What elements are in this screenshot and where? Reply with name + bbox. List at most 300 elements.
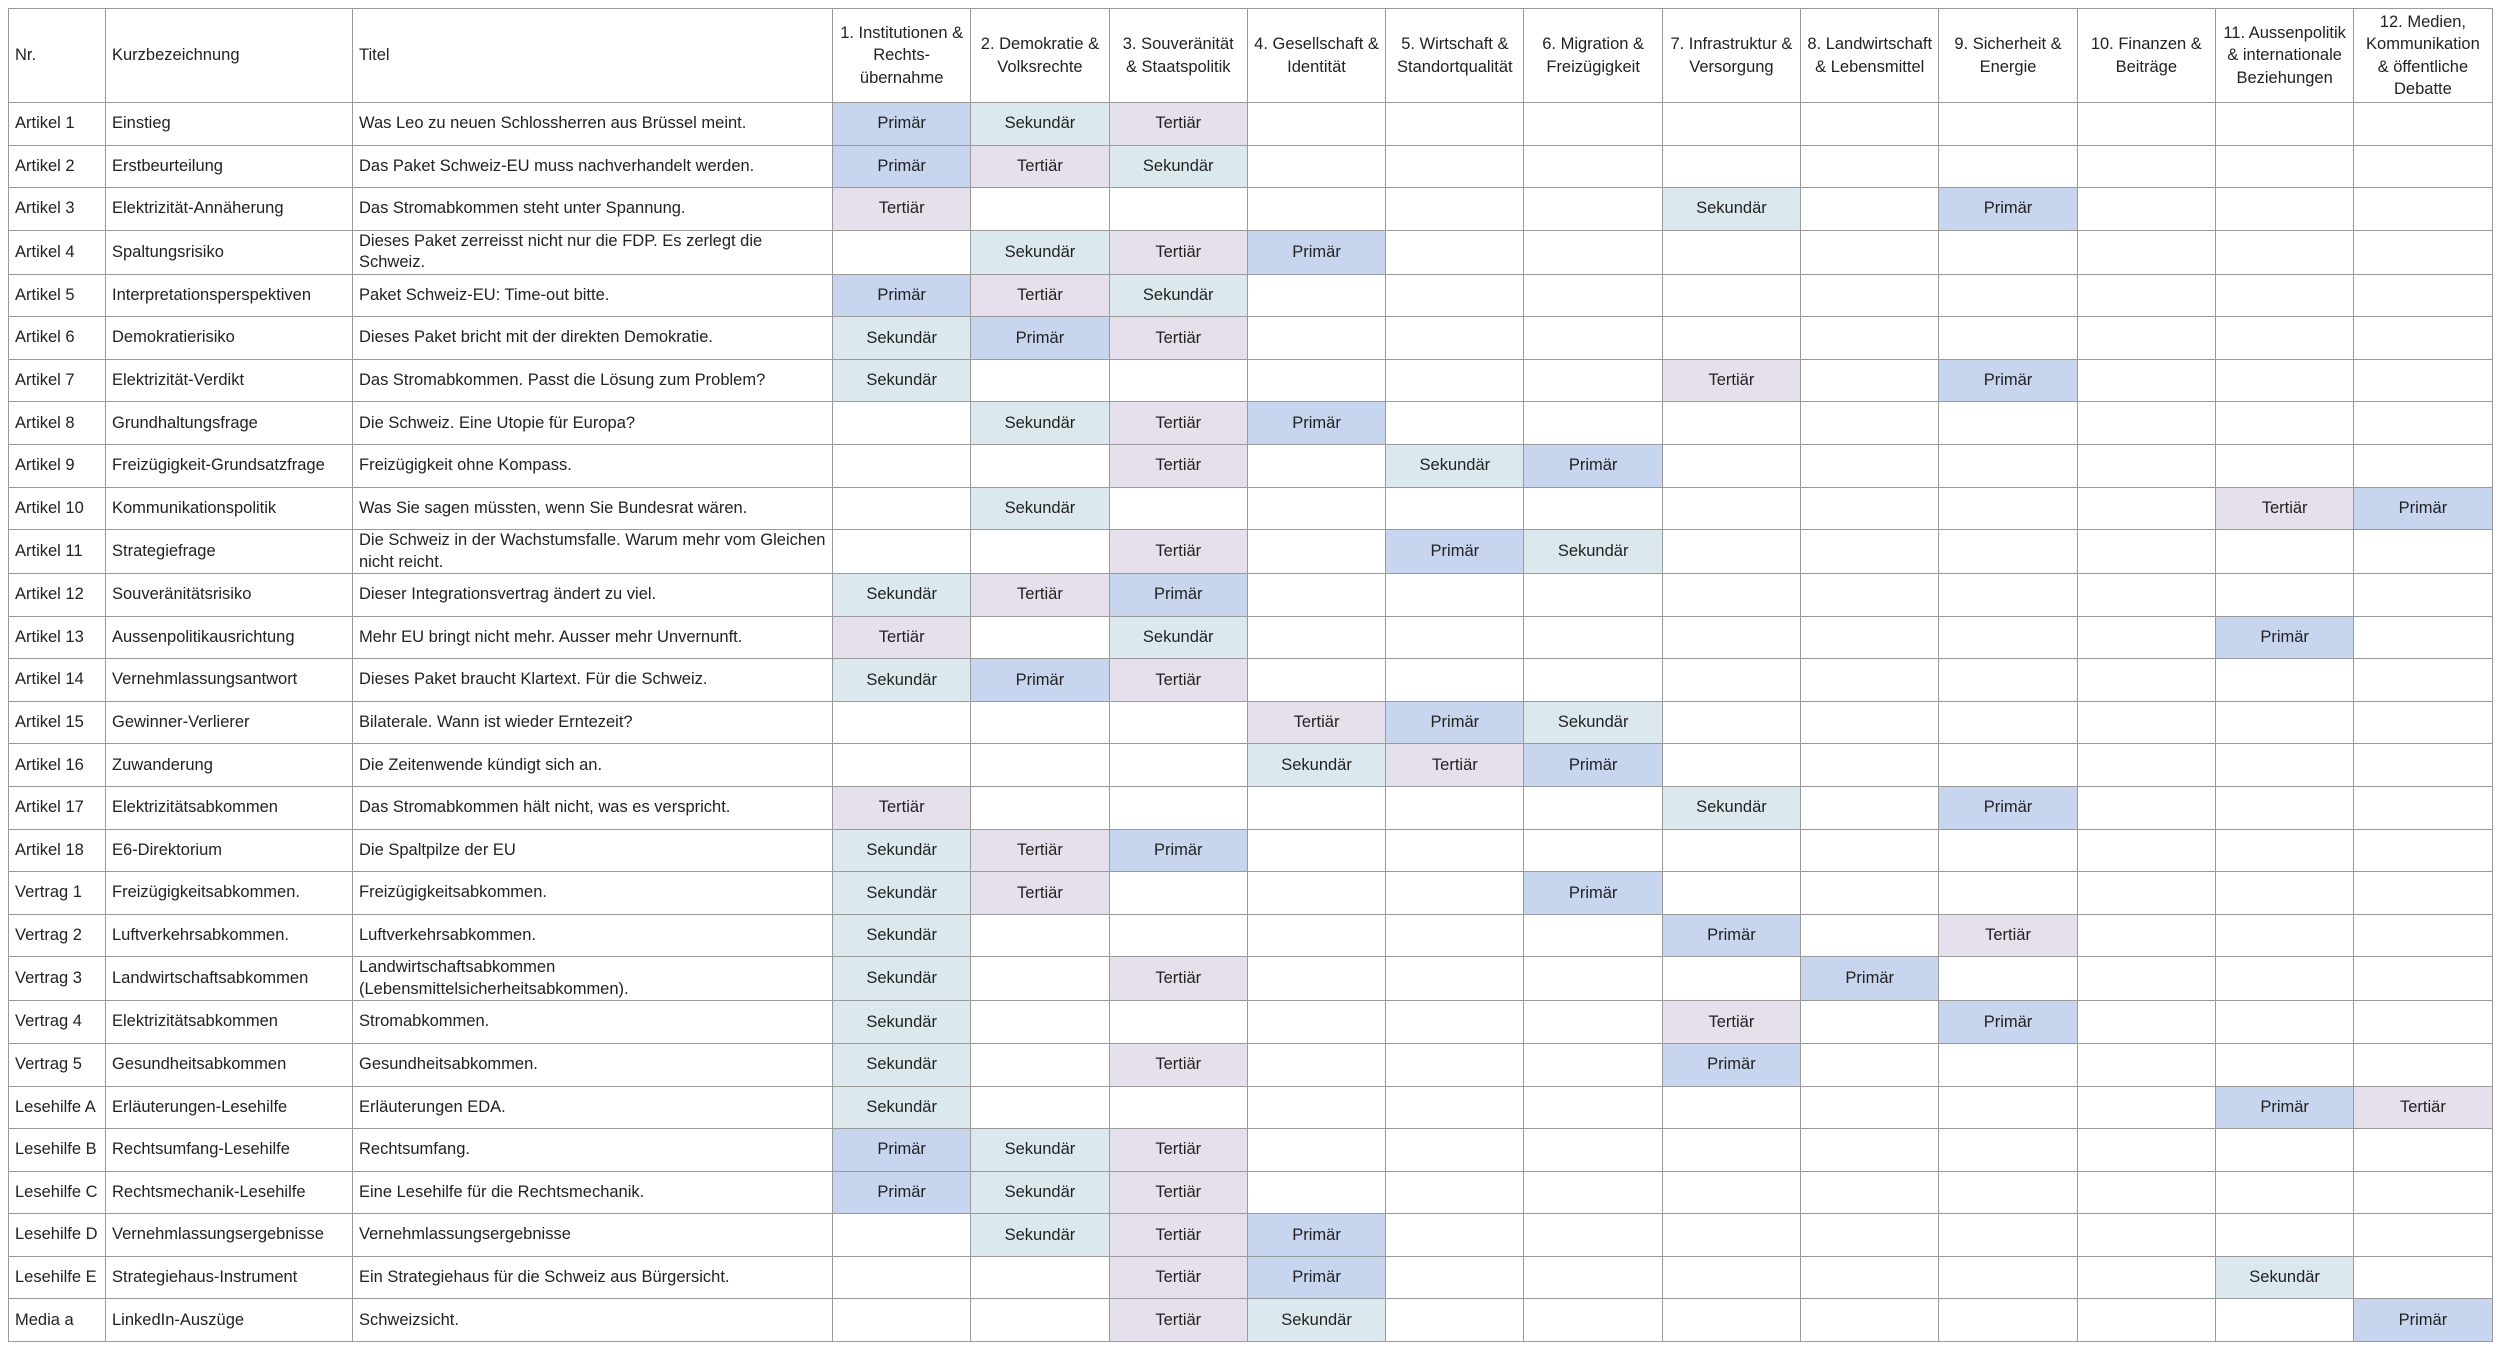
rating-cell-theme-4 — [1247, 1171, 1385, 1214]
rating-cell-theme-3 — [1109, 359, 1247, 402]
rating-cell-theme-2: Tertiär — [971, 829, 1109, 872]
rating-cell-theme-9: Primär — [1939, 359, 2077, 402]
table-row — [9, 787, 2493, 830]
row-kurzbezeichnung: Souveränitätsrisiko — [106, 574, 353, 617]
rating-cell-theme-9 — [1939, 145, 2077, 188]
rating-cell-theme-1: Primär — [833, 274, 971, 317]
header-nr: Nr. — [9, 9, 106, 103]
row-titel: Vernehmlassungsergebnisse — [353, 1214, 833, 1257]
rating-cell-theme-2: Sekundär — [971, 1129, 1109, 1172]
rating-cell-theme-2: Tertiär — [971, 574, 1109, 617]
row-nr: Lesehilfe B — [9, 1129, 106, 1172]
row-nr: Artikel 9 — [9, 445, 106, 488]
rating-cell-theme-1: Tertiär — [833, 188, 971, 231]
row-nr: Lesehilfe C — [9, 1171, 106, 1214]
rating-cell-theme-9 — [1939, 659, 2077, 702]
rating-cell-theme-1: Primär — [833, 103, 971, 146]
rating-cell-theme-9 — [1939, 616, 2077, 659]
rating-cell-theme-7 — [1662, 530, 1800, 574]
rating-cell-theme-3: Tertiär — [1109, 1256, 1247, 1299]
rating-cell-theme-12: Primär — [2354, 487, 2492, 530]
rating-cell-theme-3: Tertiär — [1109, 402, 1247, 445]
rating-cell-theme-5 — [1386, 230, 1524, 274]
header-kurzbezeichnung: Kurzbezeichnung — [106, 9, 353, 103]
rating-cell-theme-12 — [2354, 829, 2492, 872]
rating-cell-theme-6: Primär — [1524, 445, 1662, 488]
rating-cell-theme-1: Sekundär — [833, 829, 971, 872]
row-nr: Vertrag 2 — [9, 914, 106, 957]
rating-cell-theme-1: Sekundär — [833, 574, 971, 617]
rating-cell-theme-9 — [1939, 274, 2077, 317]
document-page — [8, 8, 2493, 1342]
table-row — [9, 1129, 2493, 1172]
rating-cell-theme-8 — [1801, 1043, 1939, 1086]
rating-cell-theme-12 — [2354, 317, 2492, 360]
rating-cell-theme-11 — [2215, 359, 2353, 402]
rating-cell-theme-7 — [1662, 274, 1800, 317]
rating-cell-theme-6 — [1524, 145, 1662, 188]
rating-cell-theme-9 — [1939, 574, 2077, 617]
rating-cell-theme-6 — [1524, 1001, 1662, 1044]
rating-cell-theme-2 — [971, 188, 1109, 231]
rating-cell-theme-6 — [1524, 103, 1662, 146]
rating-cell-theme-5 — [1386, 787, 1524, 830]
rating-cell-theme-1: Primär — [833, 1129, 971, 1172]
rating-cell-theme-6 — [1524, 616, 1662, 659]
row-kurzbezeichnung: Elektrizitätsabkommen — [106, 787, 353, 830]
rating-cell-theme-5 — [1386, 103, 1524, 146]
rating-cell-theme-4 — [1247, 787, 1385, 830]
rating-cell-theme-10 — [2077, 659, 2215, 702]
table-row — [9, 402, 2493, 445]
rating-cell-theme-10 — [2077, 957, 2215, 1001]
header-theme-12: 12. Medien, Kommunikation & öffentliche Debatte — [2354, 9, 2492, 103]
row-titel: Die Zeitenwende kündigt sich an. — [353, 744, 833, 787]
rating-cell-theme-3 — [1109, 487, 1247, 530]
rating-cell-theme-4 — [1247, 659, 1385, 702]
rating-cell-theme-1: Tertiär — [833, 616, 971, 659]
table-row — [9, 1043, 2493, 1086]
rating-cell-theme-5 — [1386, 574, 1524, 617]
rating-cell-theme-5 — [1386, 317, 1524, 360]
rating-cell-theme-6 — [1524, 659, 1662, 702]
rating-cell-theme-1: Sekundär — [833, 659, 971, 702]
row-titel: Dieses Paket braucht Klartext. Für die Schweiz. — [353, 659, 833, 702]
rating-cell-theme-1 — [833, 230, 971, 274]
rating-cell-theme-6 — [1524, 317, 1662, 360]
rating-cell-theme-9 — [1939, 1171, 2077, 1214]
rating-cell-theme-7 — [1662, 487, 1800, 530]
rating-cell-theme-5 — [1386, 402, 1524, 445]
rating-cell-theme-11 — [2215, 188, 2353, 231]
header-theme-8: 8. Landwirtschaft & Lebensmittel — [1801, 9, 1939, 103]
header-row — [9, 9, 2493, 103]
rating-cell-theme-10 — [2077, 402, 2215, 445]
row-nr: Artikel 10 — [9, 487, 106, 530]
row-kurzbezeichnung: Erläuterungen-Lesehilfe — [106, 1086, 353, 1129]
rating-cell-theme-4 — [1247, 317, 1385, 360]
row-kurzbezeichnung: Spaltungsrisiko — [106, 230, 353, 274]
rating-cell-theme-4 — [1247, 445, 1385, 488]
rating-cell-theme-10 — [2077, 317, 2215, 360]
rating-cell-theme-10 — [2077, 1299, 2215, 1342]
rating-cell-theme-4: Primär — [1247, 1214, 1385, 1257]
rating-cell-theme-12 — [2354, 530, 2492, 574]
rating-cell-theme-7 — [1662, 1129, 1800, 1172]
rating-cell-theme-3: Tertiär — [1109, 1214, 1247, 1257]
rating-cell-theme-8 — [1801, 574, 1939, 617]
rating-cell-theme-3: Tertiär — [1109, 230, 1247, 274]
rating-cell-theme-2: Sekundär — [971, 402, 1109, 445]
rating-cell-theme-2: Sekundär — [971, 487, 1109, 530]
rating-cell-theme-6 — [1524, 574, 1662, 617]
row-nr: Vertrag 1 — [9, 872, 106, 915]
rating-cell-theme-6 — [1524, 1299, 1662, 1342]
rating-cell-theme-2: Sekundär — [971, 230, 1109, 274]
table-row — [9, 1214, 2493, 1257]
rating-cell-theme-2 — [971, 787, 1109, 830]
row-nr: Lesehilfe E — [9, 1256, 106, 1299]
rating-cell-theme-10 — [2077, 574, 2215, 617]
rating-cell-theme-2 — [971, 1001, 1109, 1044]
table-row — [9, 274, 2493, 317]
rating-cell-theme-2 — [971, 359, 1109, 402]
rating-cell-theme-7 — [1662, 402, 1800, 445]
rating-cell-theme-10 — [2077, 145, 2215, 188]
rating-cell-theme-7 — [1662, 1086, 1800, 1129]
rating-cell-theme-8 — [1801, 359, 1939, 402]
row-titel: Das Stromabkommen. Passt die Lösung zum Problem? — [353, 359, 833, 402]
rating-cell-theme-12 — [2354, 701, 2492, 744]
rating-cell-theme-3: Sekundär — [1109, 145, 1247, 188]
row-titel: Dieses Paket bricht mit der direkten Demokratie. — [353, 317, 833, 360]
row-nr: Artikel 12 — [9, 574, 106, 617]
rating-cell-theme-6 — [1524, 230, 1662, 274]
table-row — [9, 530, 2493, 574]
rating-cell-theme-5 — [1386, 274, 1524, 317]
row-kurzbezeichnung: E6-Direktorium — [106, 829, 353, 872]
rating-cell-theme-5 — [1386, 1171, 1524, 1214]
rating-cell-theme-5 — [1386, 145, 1524, 188]
rating-cell-theme-2: Primär — [971, 659, 1109, 702]
rating-cell-theme-8 — [1801, 1299, 1939, 1342]
rating-cell-theme-2 — [971, 744, 1109, 787]
table-row — [9, 103, 2493, 146]
rating-cell-theme-4 — [1247, 616, 1385, 659]
header-theme-6: 6. Migration & Freizügigkeit — [1524, 9, 1662, 103]
row-titel: Dieses Paket zerreisst nicht nur die FDP. Es zerlegt die Schweiz. — [353, 230, 833, 274]
row-titel: Die Spaltpilze der EU — [353, 829, 833, 872]
table-row — [9, 829, 2493, 872]
rating-cell-theme-1 — [833, 744, 971, 787]
rating-cell-theme-9 — [1939, 701, 2077, 744]
rating-cell-theme-1: Primär — [833, 145, 971, 188]
rating-cell-theme-9 — [1939, 1214, 2077, 1257]
rating-cell-theme-5 — [1386, 1086, 1524, 1129]
rating-cell-theme-10 — [2077, 188, 2215, 231]
table-row — [9, 1171, 2493, 1214]
rating-cell-theme-4 — [1247, 530, 1385, 574]
rating-cell-theme-3 — [1109, 1001, 1247, 1044]
rating-cell-theme-11 — [2215, 1299, 2353, 1342]
rating-cell-theme-7: Tertiär — [1662, 1001, 1800, 1044]
rating-cell-theme-8 — [1801, 317, 1939, 360]
rating-cell-theme-4 — [1247, 145, 1385, 188]
row-nr: Artikel 6 — [9, 317, 106, 360]
rating-cell-theme-6 — [1524, 957, 1662, 1001]
rating-cell-theme-11 — [2215, 1043, 2353, 1086]
row-titel: Bilaterale. Wann ist wieder Erntezeit? — [353, 701, 833, 744]
rating-cell-theme-4 — [1247, 103, 1385, 146]
rating-cell-theme-6 — [1524, 1043, 1662, 1086]
row-nr: Vertrag 5 — [9, 1043, 106, 1086]
theme-matrix-table — [8, 8, 2493, 1342]
row-kurzbezeichnung: Erstbeurteilung — [106, 145, 353, 188]
rating-cell-theme-2: Sekundär — [971, 1171, 1109, 1214]
rating-cell-theme-7: Primär — [1662, 1043, 1800, 1086]
rating-cell-theme-7 — [1662, 872, 1800, 915]
rating-cell-theme-11 — [2215, 957, 2353, 1001]
rating-cell-theme-8 — [1801, 188, 1939, 231]
rating-cell-theme-2 — [971, 701, 1109, 744]
rating-cell-theme-1: Primär — [833, 1171, 971, 1214]
rating-cell-theme-8 — [1801, 1001, 1939, 1044]
rating-cell-theme-1: Sekundär — [833, 872, 971, 915]
row-nr: Artikel 1 — [9, 103, 106, 146]
rating-cell-theme-7 — [1662, 744, 1800, 787]
rating-cell-theme-4 — [1247, 1129, 1385, 1172]
row-kurzbezeichnung: Grundhaltungsfrage — [106, 402, 353, 445]
rating-cell-theme-11 — [2215, 530, 2353, 574]
table-row — [9, 574, 2493, 617]
rating-cell-theme-9 — [1939, 957, 2077, 1001]
rating-cell-theme-9 — [1939, 445, 2077, 488]
rating-cell-theme-9 — [1939, 1086, 2077, 1129]
rating-cell-theme-3 — [1109, 872, 1247, 915]
rating-cell-theme-2 — [971, 530, 1109, 574]
row-kurzbezeichnung: Einstieg — [106, 103, 353, 146]
rating-cell-theme-5 — [1386, 872, 1524, 915]
rating-cell-theme-10 — [2077, 1001, 2215, 1044]
rating-cell-theme-1: Sekundär — [833, 317, 971, 360]
row-kurzbezeichnung: Demokratierisiko — [106, 317, 353, 360]
rating-cell-theme-1 — [833, 1214, 971, 1257]
rating-cell-theme-5: Sekundär — [1386, 445, 1524, 488]
rating-cell-theme-11 — [2215, 1129, 2353, 1172]
table-row — [9, 359, 2493, 402]
rating-cell-theme-8 — [1801, 872, 1939, 915]
rating-cell-theme-7 — [1662, 957, 1800, 1001]
rating-cell-theme-3 — [1109, 744, 1247, 787]
row-kurzbezeichnung: Elektrizität-Annäherung — [106, 188, 353, 231]
rating-cell-theme-6 — [1524, 487, 1662, 530]
rating-cell-theme-3: Tertiär — [1109, 445, 1247, 488]
rating-cell-theme-11 — [2215, 914, 2353, 957]
rating-cell-theme-8 — [1801, 744, 1939, 787]
table-row — [9, 1256, 2493, 1299]
header-theme-7: 7. Infrastruktur & Versorgung — [1662, 9, 1800, 103]
table-row — [9, 1299, 2493, 1342]
rating-cell-theme-7 — [1662, 230, 1800, 274]
rating-cell-theme-10 — [2077, 829, 2215, 872]
row-nr: Artikel 4 — [9, 230, 106, 274]
rating-cell-theme-10 — [2077, 1129, 2215, 1172]
rating-cell-theme-1 — [833, 445, 971, 488]
row-nr: Artikel 3 — [9, 188, 106, 231]
rating-cell-theme-9 — [1939, 1129, 2077, 1172]
rating-cell-theme-11 — [2215, 274, 2353, 317]
rating-cell-theme-11 — [2215, 1214, 2353, 1257]
rating-cell-theme-9 — [1939, 1043, 2077, 1086]
table-row — [9, 445, 2493, 488]
rating-cell-theme-6 — [1524, 402, 1662, 445]
row-nr: Artikel 16 — [9, 744, 106, 787]
rating-cell-theme-10 — [2077, 445, 2215, 488]
table-row — [9, 616, 2493, 659]
row-titel: Paket Schweiz-EU: Time-out bitte. — [353, 274, 833, 317]
rating-cell-theme-7 — [1662, 829, 1800, 872]
rating-cell-theme-4 — [1247, 1001, 1385, 1044]
rating-cell-theme-8 — [1801, 1214, 1939, 1257]
rating-cell-theme-4 — [1247, 1086, 1385, 1129]
row-titel: Gesundheitsabkommen. — [353, 1043, 833, 1086]
rating-cell-theme-7 — [1662, 659, 1800, 702]
row-nr: Artikel 11 — [9, 530, 106, 574]
rating-cell-theme-7 — [1662, 1299, 1800, 1342]
rating-cell-theme-7: Sekundär — [1662, 787, 1800, 830]
rating-cell-theme-11 — [2215, 317, 2353, 360]
table-row — [9, 188, 2493, 231]
row-kurzbezeichnung: Gesundheitsabkommen — [106, 1043, 353, 1086]
rating-cell-theme-3: Sekundär — [1109, 274, 1247, 317]
row-titel: Rechtsumfang. — [353, 1129, 833, 1172]
rating-cell-theme-10 — [2077, 487, 2215, 530]
rating-cell-theme-9 — [1939, 1299, 2077, 1342]
rating-cell-theme-12 — [2354, 744, 2492, 787]
row-kurzbezeichnung: Vernehmlassungsantwort — [106, 659, 353, 702]
rating-cell-theme-11 — [2215, 829, 2353, 872]
table-row — [9, 317, 2493, 360]
rating-cell-theme-9: Tertiär — [1939, 914, 2077, 957]
row-nr: Media a — [9, 1299, 106, 1342]
rating-cell-theme-5 — [1386, 616, 1524, 659]
rating-cell-theme-10 — [2077, 274, 2215, 317]
rating-cell-theme-11 — [2215, 744, 2353, 787]
row-titel: Das Paket Schweiz-EU muss nachverhandelt werden. — [353, 145, 833, 188]
rating-cell-theme-9 — [1939, 230, 2077, 274]
rating-cell-theme-9 — [1939, 1256, 2077, 1299]
rating-cell-theme-10 — [2077, 1256, 2215, 1299]
rating-cell-theme-8 — [1801, 1129, 1939, 1172]
header-theme-10: 10. Finanzen & Beiträge — [2077, 9, 2215, 103]
rating-cell-theme-1: Sekundär — [833, 1043, 971, 1086]
rating-cell-theme-12 — [2354, 659, 2492, 702]
header-theme-11: 11. Aussenpolitik & internationale Beziehungen — [2215, 9, 2353, 103]
rating-cell-theme-4: Primär — [1247, 1256, 1385, 1299]
rating-cell-theme-12 — [2354, 445, 2492, 488]
rating-cell-theme-6 — [1524, 1171, 1662, 1214]
rating-cell-theme-9 — [1939, 872, 2077, 915]
row-titel: Freizügigkeit ohne Kompass. — [353, 445, 833, 488]
rating-cell-theme-5 — [1386, 914, 1524, 957]
rating-cell-theme-3 — [1109, 188, 1247, 231]
row-nr: Artikel 8 — [9, 402, 106, 445]
rating-cell-theme-12 — [2354, 230, 2492, 274]
rating-cell-theme-1: Sekundär — [833, 1001, 971, 1044]
rating-cell-theme-11: Tertiär — [2215, 487, 2353, 530]
row-nr: Artikel 13 — [9, 616, 106, 659]
row-kurzbezeichnung: Strategiefrage — [106, 530, 353, 574]
rating-cell-theme-7 — [1662, 701, 1800, 744]
rating-cell-theme-4: Primär — [1247, 402, 1385, 445]
header-theme-2: 2. Demokratie & Volksrechte — [971, 9, 1109, 103]
rating-cell-theme-12 — [2354, 1171, 2492, 1214]
rating-cell-theme-9 — [1939, 402, 2077, 445]
row-titel: Luftverkehrsabkommen. — [353, 914, 833, 957]
rating-cell-theme-1 — [833, 402, 971, 445]
rating-cell-theme-8: Primär — [1801, 957, 1939, 1001]
rating-cell-theme-5 — [1386, 829, 1524, 872]
row-titel: Eine Lesehilfe für die Rechtsmechanik. — [353, 1171, 833, 1214]
rating-cell-theme-7 — [1662, 616, 1800, 659]
rating-cell-theme-12 — [2354, 359, 2492, 402]
rating-cell-theme-2 — [971, 1086, 1109, 1129]
row-nr: Lesehilfe A — [9, 1086, 106, 1129]
rating-cell-theme-7: Primär — [1662, 914, 1800, 957]
header-theme-4: 4. Gesellschaft & Identität — [1247, 9, 1385, 103]
rating-cell-theme-6: Primär — [1524, 744, 1662, 787]
rating-cell-theme-12 — [2354, 1256, 2492, 1299]
rating-cell-theme-12 — [2354, 1001, 2492, 1044]
rating-cell-theme-3: Tertiär — [1109, 1299, 1247, 1342]
table-row — [9, 659, 2493, 702]
row-kurzbezeichnung: Kommunikationspolitik — [106, 487, 353, 530]
row-kurzbezeichnung: Rechtsumfang-Lesehilfe — [106, 1129, 353, 1172]
table-row — [9, 701, 2493, 744]
rating-cell-theme-3 — [1109, 787, 1247, 830]
table-row — [9, 872, 2493, 915]
rating-cell-theme-10 — [2077, 530, 2215, 574]
rating-cell-theme-3 — [1109, 1086, 1247, 1129]
rating-cell-theme-12 — [2354, 145, 2492, 188]
row-titel: Ein Strategiehaus für die Schweiz aus Bürgersicht. — [353, 1256, 833, 1299]
rating-cell-theme-1 — [833, 487, 971, 530]
row-kurzbezeichnung: Elektrizitätsabkommen — [106, 1001, 353, 1044]
rating-cell-theme-10 — [2077, 787, 2215, 830]
row-nr: Artikel 7 — [9, 359, 106, 402]
rating-cell-theme-1 — [833, 1299, 971, 1342]
rating-cell-theme-9 — [1939, 103, 2077, 146]
rating-cell-theme-7 — [1662, 317, 1800, 360]
rating-cell-theme-5: Primär — [1386, 701, 1524, 744]
row-titel: Was Leo zu neuen Schlossherren aus Brüssel meint. — [353, 103, 833, 146]
rating-cell-theme-5 — [1386, 1299, 1524, 1342]
rating-cell-theme-2: Primär — [971, 317, 1109, 360]
row-titel: Schweizsicht. — [353, 1299, 833, 1342]
rating-cell-theme-9 — [1939, 530, 2077, 574]
rating-cell-theme-12 — [2354, 1214, 2492, 1257]
rating-cell-theme-7 — [1662, 1171, 1800, 1214]
rating-cell-theme-7 — [1662, 145, 1800, 188]
rating-cell-theme-7 — [1662, 1256, 1800, 1299]
rating-cell-theme-11 — [2215, 659, 2353, 702]
rating-cell-theme-8 — [1801, 402, 1939, 445]
header-theme-1: 1. Institutionen & Rechts-übernahme — [833, 9, 971, 103]
rating-cell-theme-9: Primär — [1939, 1001, 2077, 1044]
header-theme-9: 9. Sicherheit & Energie — [1939, 9, 2077, 103]
rating-cell-theme-10 — [2077, 1171, 2215, 1214]
rating-cell-theme-3: Primär — [1109, 829, 1247, 872]
